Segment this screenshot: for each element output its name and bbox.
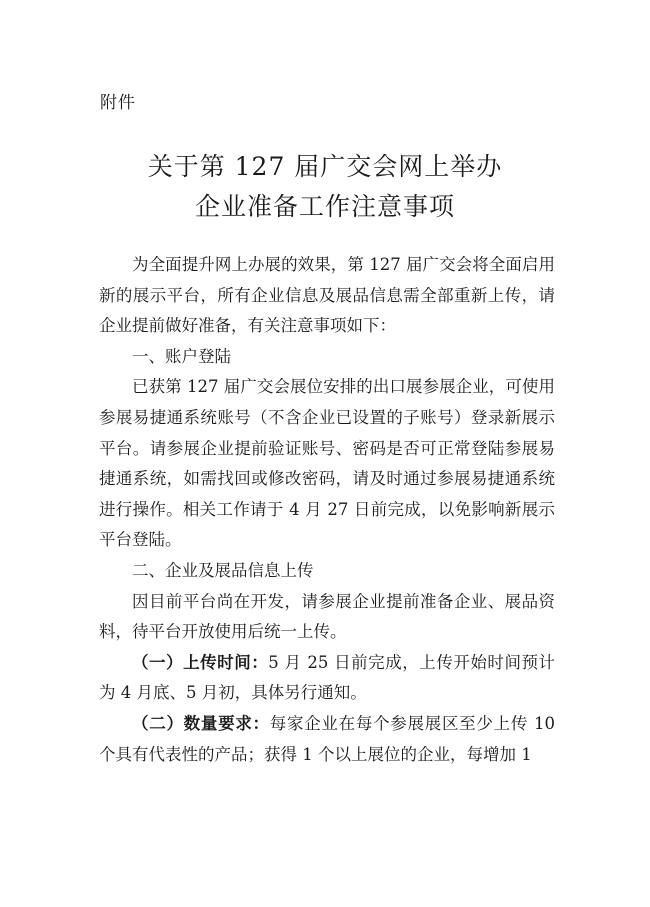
item-1-text: 5 月 25 日前完成，上传开始时间预计为 4 月底、5 月初，具体另行通知。 [99, 652, 556, 703]
item-2-text: 每家企业在每个参展展区至少上传 10 个具有代表性的产品；获得 1 个以上展位的企业，每增加 1 [99, 713, 555, 764]
document-title-line-1: 关于第 127 届广交会网上举办 [147, 152, 503, 181]
section-2-paragraph: 因目前平台尚在开发，请参展企业提前准备企业、展品资料，待平台开放使用后统一上传。 [99, 591, 555, 642]
item-2-paragraph [99, 709, 555, 770]
document-body [99, 250, 555, 770]
document-title-line-2: 企业准备工作注意事项 [194, 192, 455, 221]
item-1-paragraph [99, 648, 555, 709]
item-1-label: （一）上传时间： [132, 652, 269, 672]
item-2-label: （二）数量要求： [132, 713, 270, 733]
attachment-label: 附件 [100, 93, 136, 113]
section-1-heading: 一、账户登陆 [132, 346, 231, 366]
section-1-paragraph: 已获第 127 届广交会展位安排的出口展参展企业，可使用参展易捷通系统账号（不含企业已设置的子账号）登录新展示平台。请参展企业提前验证账号、密码是否可正常登陆参展易捷通系统，如需找回或修改密码，请及时通过参展易捷通系统进行操作。相关工作请于 4 月 27 日前完成，以免影响新展示平台登陆。 [99, 377, 555, 550]
section-2-heading: 二、企业及展品信息上传 [132, 560, 314, 580]
intro-paragraph: 为全面提升网上办展的效果，第 127 届广交会将全面启用新的展示平台，所有企业信息及展品信息需全部重新上传，请企业提前做好准备，有关注意事项如下： [99, 255, 555, 336]
